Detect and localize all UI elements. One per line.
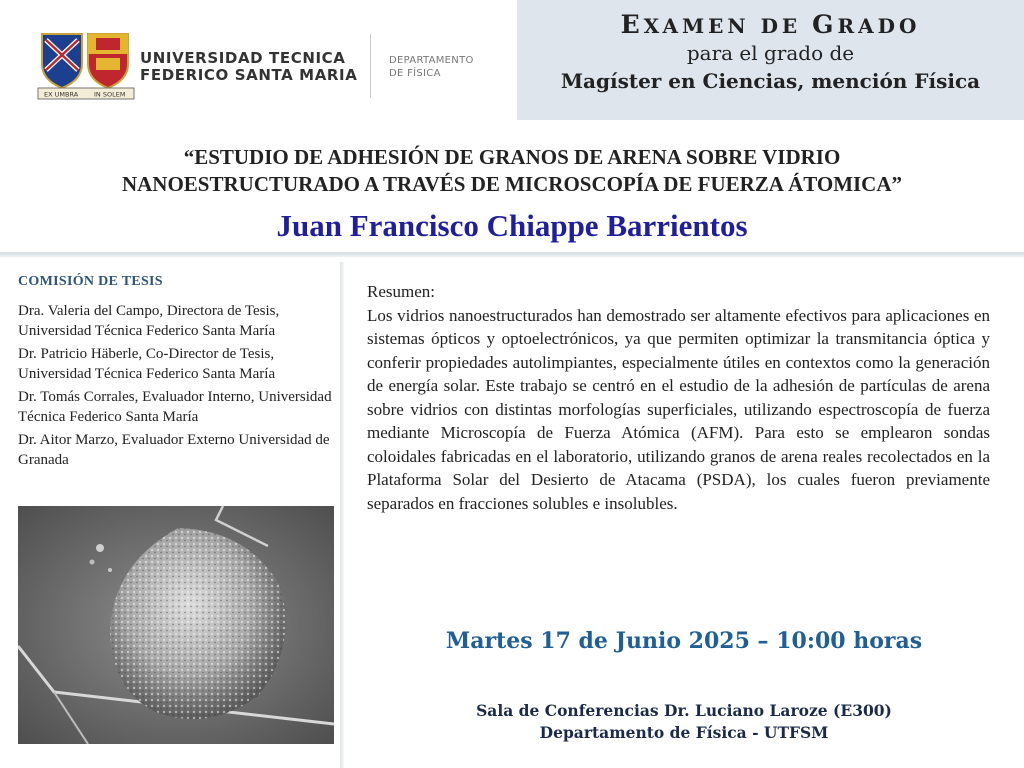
motto-left-text: EX UMBRA: [44, 90, 79, 99]
venue-line1: Sala de Conferencias Dr. Luciano Laroze (E300): [476, 701, 892, 720]
university-name-line1: UNIVERSIDAD TECNICA: [140, 49, 346, 67]
committee-member: Dr. Patricio Häberle, Co-Director de Tesis, Universidad Técnica Federico Santa María: [18, 346, 276, 382]
exam-info-box: [517, 0, 1024, 120]
exam-subtitle: para el grado de: [686, 41, 855, 65]
venue-line2: Departamento de Física - UTFSM: [539, 723, 829, 742]
section-divider: [0, 252, 1024, 257]
committee-member: Dr. Aitor Marzo, Evaluador Externo Universidad de Granada: [18, 432, 330, 468]
sand-grain-micrograph-image: [18, 506, 334, 744]
abstract-text: Los vidrios nanoestructurados han demostrado ser altamente efectivos para aplicaciones en sistemas ópticos y optoelectrónicos, ya que permiten optimizar la transmitancia óptica y conferir propiedades autolimpiantes, especialmente útiles en contextos como la generación de energía solar. Este trabajo se centró en el estudio de la adhesión de partículas de arena sobre vidrios con distintas morfologías superficiales, utilizando espectroscopía de fuerza mediante Microscopía de Fuerza Atómica (AFM). Para esto se emplearon sondas coloidales fabricadas en el laboratorio, utilizando granos de arena reales recolectados en la Plataforma Solar del Desierto de Atacama (PSDA), los cuales fueron previamente separados en fracciones solubles e insolubles.: [367, 305, 990, 513]
committee-panel: [0, 258, 343, 768]
speaker-name: Juan Francisco Chiappe Barrientos: [276, 208, 748, 243]
university-name: [140, 50, 357, 84]
department-line1: DEPARTAMENTO: [389, 55, 474, 66]
abstract: [367, 280, 990, 515]
talk-title-line1: “ESTUDIO DE ADHESIÓN DE GRANOS DE ARENA SOBRE VIDRIO: [183, 145, 841, 169]
event-venue: [344, 700, 1024, 744]
column-divider: [340, 262, 344, 768]
exam-degree: Magíster en Ciencias, mención Física: [560, 69, 981, 93]
header-divider: [370, 34, 371, 98]
event-date: Martes 17 de Junio 2025 – 10:00 horas: [445, 628, 923, 654]
university-name-line2: FEDERICO SANTA MARIA: [140, 66, 358, 84]
abstract-label: Resumen:: [367, 282, 435, 301]
department-line2: DE FÍSICA: [389, 68, 441, 79]
committee-member: Dr. Tomás Corrales, Evaluador Interno, Universidad Técnica Federico Santa María: [18, 389, 332, 425]
motto-right-text: IN SOLEM: [94, 90, 126, 99]
department-name: [389, 54, 474, 80]
header: [0, 0, 1024, 120]
exam-title: EXAMEN DE GRADO: [620, 10, 921, 39]
committee-member: Dra. Valeria del Campo, Directora de Tesis, Universidad Técnica Federico Santa María: [18, 303, 280, 339]
committee-members: [18, 301, 334, 473]
university-crest-logo: [36, 30, 136, 100]
committee-heading: COMISIÓN DE TESIS: [18, 274, 163, 289]
talk-title: [0, 144, 1024, 198]
talk-title-line2: NANOESTRUCTURADO A TRAVÉS DE MICROSCOPÍA DE FUERZA ÁTOMICA”: [121, 172, 903, 196]
